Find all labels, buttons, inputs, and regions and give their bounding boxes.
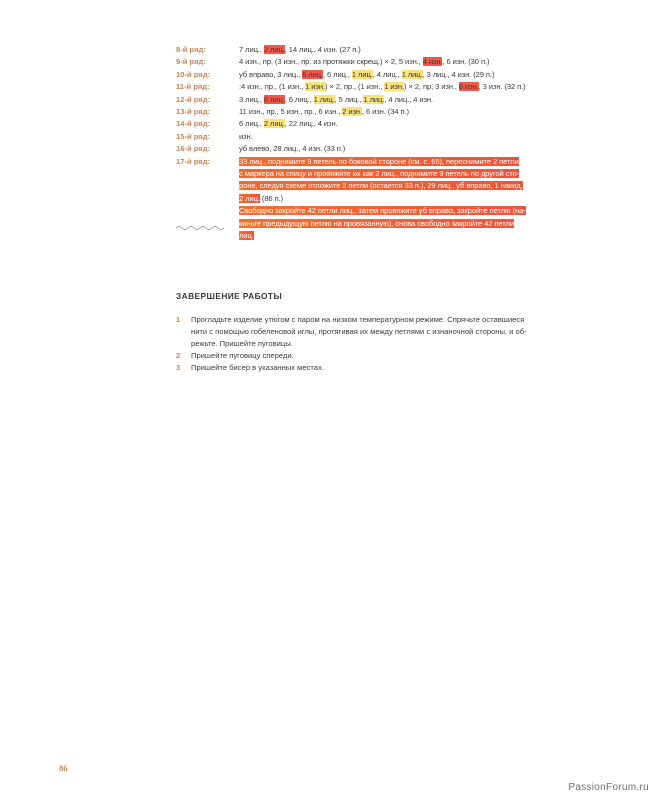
row-label: 10-й ряд: (176, 69, 211, 79)
text-line: Пришейте пуговицу спереди. (191, 351, 294, 360)
step-item (176, 362, 576, 374)
row-text (239, 69, 572, 81)
row-text (239, 56, 572, 68)
row-label: 14-й ряд: (176, 119, 211, 129)
text-span: 3 лиц., (239, 94, 264, 104)
row-text (239, 143, 572, 155)
text-span: , 3 изн. (32 п.) (478, 82, 526, 92)
row-8 (176, 44, 576, 56)
text-span: , 6 изн. (30 п.) (442, 57, 490, 67)
step-number: 3 (176, 363, 181, 372)
row-11 (176, 81, 576, 93)
row-15 (176, 131, 576, 143)
row-label: 9-й ряд: (176, 57, 206, 67)
step-item (176, 350, 576, 362)
highlight-orange-line: киньте предыдущую петлю на провязанную), снова свободно закройте 42 петли (239, 218, 514, 228)
row-text (239, 205, 572, 242)
watermark: PassionForum.ru (568, 782, 649, 793)
highlight-orange-line: 2 лиц. (239, 193, 260, 203)
text-span: , 4 лиц., (372, 69, 402, 79)
text-span: , 5 лиц., (334, 94, 364, 104)
text-span: , 6 лиц., (284, 94, 314, 104)
highlight-yellow: 2 изн. (342, 107, 362, 117)
text-span: :4 изн., пр., (1 изн., (239, 82, 306, 92)
row-text (239, 94, 572, 106)
page-number: 86 (59, 763, 68, 773)
highlight-yellow: 2 лиц. (263, 119, 285, 129)
row-label: 12-й ряд: (176, 94, 211, 104)
row-label: 17-й ряд: (176, 156, 211, 166)
row-16 (176, 143, 576, 155)
text-span: ) × 2, пр, 3 изн., (404, 82, 459, 92)
text-span: уб вправо, 3 лиц., (239, 69, 303, 79)
text-span: , 22 лиц., 4 изн. (284, 119, 338, 129)
text-line: Пришейте бисер в указанных местах. (191, 363, 324, 372)
row-label: 16-й ряд: (176, 144, 211, 154)
highlight-yellow: 1 изн. (305, 82, 325, 92)
highlight-orange-line: 33 лиц., поднимите 9 петель по боковой стороне (см. с. 65), переснимите 2 петли (239, 156, 519, 166)
step-text (191, 350, 571, 362)
row-text (239, 44, 572, 56)
highlight-yellow: 1 лиц. (401, 69, 423, 79)
highlight-yellow: 1 изн. (384, 82, 405, 92)
text-span: 11 изн., пр., 5 изн., пр., 6 изн., (239, 107, 343, 117)
highlight-orange-line: роне, следуя схеме отложите 2 петли (остается 33 п.), 29 лиц., уб вправо, 1 накид, (239, 181, 523, 191)
text-span: (86 п.) (259, 193, 284, 203)
wavy-divider-icon (176, 224, 226, 232)
text-span: уб влево, 28 лиц., 4 изн. (33 п.) (239, 144, 346, 154)
row-label: 8-й ряд: (176, 45, 206, 54)
row-12 (176, 94, 576, 106)
text-line: Прогладьте изделие утюгом с паром на низком температурном режиме. Спрячьте оставшиеся (191, 315, 525, 324)
highlight-yellow: 1 лиц. (363, 94, 385, 104)
highlight-red: 8 лиц. (263, 94, 285, 104)
row-text (239, 81, 572, 93)
highlight-red: 6 лиц. (302, 69, 323, 79)
text-span: 7 лиц., (239, 45, 264, 54)
step-text (191, 362, 571, 374)
row-text (239, 106, 572, 118)
highlight-yellow: 1 лиц. (351, 69, 373, 79)
row-18 (176, 205, 576, 242)
text-span: , 6 изн. (34 п.) (362, 107, 409, 117)
text-span: , 4 лиц., 4 изн. (384, 94, 433, 104)
highlight-orange-line: Свободно закройте 42 петли лиц., затем провяжите уб вправо, закройте петлю (на- (239, 206, 526, 216)
row-label: 15-й ряд: (176, 131, 211, 141)
step-text (191, 314, 571, 350)
row-17 (176, 156, 576, 206)
text-span: изн. (239, 131, 253, 141)
text-span: ) × 2, пр., (1 изн., (324, 82, 385, 92)
text-line: режьте. Пришейте пуговицы. (191, 339, 293, 348)
highlight-red: 2 лиц. (263, 45, 285, 54)
section-title: ЗАВЕРШЕНИЕ РАБОТЫ (176, 291, 283, 301)
row-10 (176, 69, 576, 81)
text-span: , 6 лиц., (323, 69, 352, 79)
row-14 (176, 118, 576, 130)
step-number: 1 (176, 315, 181, 324)
row-label: 13-й ряд: (176, 107, 211, 117)
row-9 (176, 56, 576, 68)
knitting-rows (176, 44, 576, 243)
highlight-yellow: 1 лиц. (313, 94, 335, 104)
text-span: , 3 лиц., 4 изн. (29 п.) (422, 69, 495, 79)
row-label: 11-й ряд: (176, 82, 210, 92)
highlight-red: 4 изн. (422, 57, 443, 67)
text-span: 6 лиц., (239, 119, 264, 129)
row-text (239, 118, 572, 130)
row-text (239, 156, 572, 206)
step-number: 2 (176, 351, 181, 360)
highlight-orange-line: лиц. (239, 231, 254, 241)
text-line: нити с помощью гобеленовой иглы, протягивая их между петлями с изнаночной стороны, и об- (191, 327, 527, 336)
text-span: 4 изн., пр. (3 изн., пр. из протяжки скрещ.) × 2, 5 изн., (239, 57, 423, 67)
finishing-steps (176, 314, 576, 374)
row-13 (176, 106, 576, 118)
text-span: , 14 лиц., 4 изн. (27 п.) (284, 45, 361, 54)
highlight-red: 8 изн. (458, 82, 479, 92)
step-item (176, 314, 576, 350)
highlight-orange-line: с маркера на спицу и провяжите их как 2 лиц., поднимите 9 петель по другой сто- (239, 169, 520, 179)
row-text (239, 131, 572, 143)
